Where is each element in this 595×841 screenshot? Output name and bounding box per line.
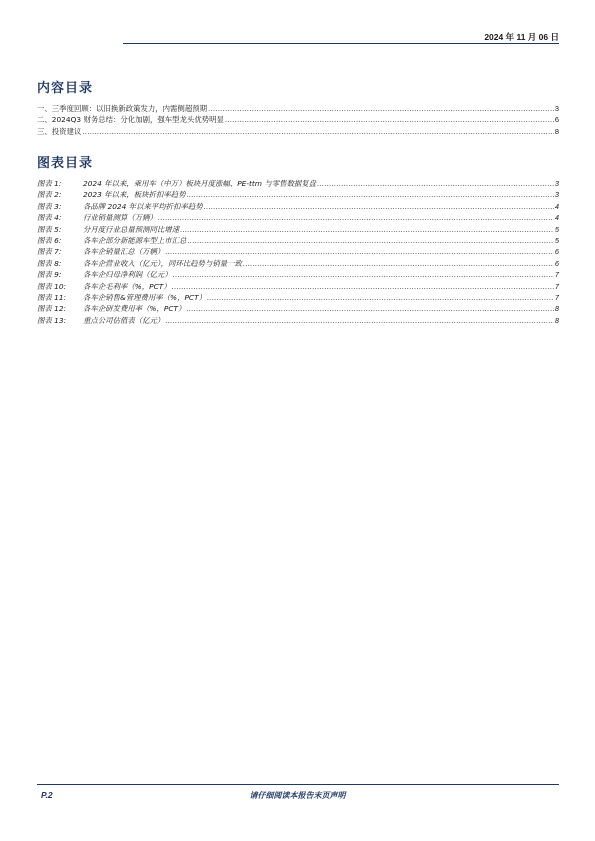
toc-entry[interactable] [37, 114, 559, 125]
figures-title: 图表目录 [37, 156, 94, 171]
figure-entry-label: 重点公司估值表（亿元） [83, 315, 165, 325]
figure-entry-number: 图表 12: [37, 304, 67, 314]
figure-entry-page: 7 [554, 292, 559, 302]
figure-entry-text [37, 281, 171, 292]
figure-leader-dots [204, 203, 554, 211]
figure-entry[interactable] [37, 178, 559, 189]
figure-leader-dots [243, 260, 554, 268]
figure-entry-number: 图表 5: [37, 224, 62, 234]
figure-entry[interactable] [37, 212, 559, 223]
figure-entry-number: 图表 7: [37, 247, 62, 257]
figure-entry-text [37, 303, 185, 314]
figure-entry-text [37, 212, 157, 223]
figure-entry-label: 各车企毛利率（%，PCT） [83, 281, 171, 291]
figure-entry-number: 图表 8: [37, 258, 62, 268]
figure-leader-dots [165, 248, 554, 256]
figure-entry-label: 各车企营业收入（亿元），同环比趋势与销量一致 [83, 258, 242, 268]
figure-entry-label: 2023 年以来，板块折扣率趋势 [83, 190, 186, 200]
figure-entry[interactable] [37, 201, 559, 212]
figure-entry-label: 各车企归母净利润（亿元） [83, 270, 172, 280]
figure-entry-text [37, 178, 316, 189]
figure-entry-page: 7 [554, 281, 559, 291]
figure-entry-page: 5 [554, 224, 559, 234]
figure-entry[interactable] [37, 246, 559, 257]
contents-title: 内容目录 [37, 81, 94, 96]
figure-entry-number: 图表 1: [37, 179, 62, 188]
toc-entry-label: 三、投资建议 [37, 126, 82, 136]
figure-entry-label: 各车企销售&管理费用率（%，PCT） [83, 292, 206, 302]
figure-entry-text [37, 292, 206, 303]
toc-leader-dots [82, 128, 554, 136]
figure-entry-label: 各车企研发费用率（%，PCT） [83, 304, 186, 314]
figure-leader-dots [173, 271, 554, 279]
figures-list [37, 178, 559, 326]
figure-leader-dots [180, 226, 554, 234]
figure-entry-text [37, 201, 203, 212]
figure-entry-text [37, 246, 164, 257]
footer-rule [37, 784, 559, 785]
page-number: P.2 [41, 790, 53, 800]
figure-entry-label: 各车企销量汇总（万辆） [83, 247, 165, 257]
figure-leader-dots [172, 283, 554, 291]
toc-entry-page: 3 [554, 104, 559, 113]
toc-leader-dots [225, 116, 554, 124]
figure-entry-page: 8 [554, 315, 559, 325]
figure-entry[interactable] [37, 281, 559, 292]
figure-entry-number: 图表 6: [37, 235, 62, 245]
figure-entry-page: 3 [554, 190, 559, 200]
figure-entry[interactable] [37, 303, 559, 314]
figure-entry-number: 图表 4: [37, 213, 62, 223]
toc-entry[interactable] [37, 103, 559, 114]
figure-leader-dots [186, 305, 553, 313]
toc-leader-dots [208, 105, 554, 113]
figure-entry-page: 4 [554, 201, 559, 211]
figure-leader-dots [158, 214, 554, 222]
figure-entry[interactable] [37, 189, 559, 200]
figure-entry-label: 行业销量测算（万辆） [83, 213, 157, 223]
figure-leader-dots [165, 317, 554, 325]
header-rule [123, 43, 559, 44]
figure-entry[interactable] [37, 269, 559, 280]
figure-entry-label: 分月度行业总量预测同比增速 [83, 224, 180, 234]
figure-entry[interactable] [37, 224, 559, 235]
contents-list [37, 103, 559, 137]
figure-leader-dots [186, 191, 553, 199]
figure-leader-dots [207, 294, 554, 302]
figure-entry-number: 图表 13: [37, 315, 67, 325]
figure-entry-page: 6 [554, 247, 559, 257]
figure-entry-text [37, 258, 242, 269]
figure-entry[interactable] [37, 258, 559, 269]
toc-entry-page: 6 [554, 115, 559, 125]
figure-entry-label: 各车企部分新能源车型上市汇总 [83, 235, 187, 245]
figure-leader-dots [317, 180, 554, 188]
toc-entry-page: 8 [554, 126, 559, 136]
figure-entry-text [37, 224, 179, 235]
figure-entry-text [37, 269, 172, 280]
figure-entry-label: 各品牌 2024 年以来平均折扣率趋势 [83, 201, 203, 211]
figure-entry-page: 8 [554, 304, 559, 314]
figure-entry-text [37, 315, 164, 326]
report-date: 2024 年 11 月 06 日 [484, 32, 559, 42]
toc-entry[interactable] [37, 126, 559, 137]
figure-leader-dots [187, 237, 553, 245]
figure-entry-number: 图表 2: [37, 190, 62, 200]
figure-entry-page: 4 [554, 213, 559, 223]
figure-entry-number: 图表 10: [37, 281, 67, 291]
figure-entry-number: 图表 3: [37, 201, 62, 211]
toc-entry-label: 一、三季度回顾：以旧换新政策发力，内需侧超预期 [37, 104, 207, 113]
figure-entry-page: 3 [554, 179, 559, 188]
figure-entry-text [37, 189, 185, 200]
figure-entry[interactable] [37, 235, 559, 246]
figure-entry-label: 2024 年以来，乘用车（中万）板块月度涨幅、PE-ttm 与零售数据复盘 [83, 179, 317, 188]
figure-entry-page: 5 [554, 235, 559, 245]
figure-entry-number: 图表 11: [37, 292, 67, 302]
figure-entry-number: 图表 9: [37, 270, 62, 280]
figure-entry[interactable] [37, 315, 559, 326]
toc-entry-label: 二、2024Q3 财务总结：分化加剧，强车型龙头优势明显 [37, 115, 224, 125]
figure-entry-page: 7 [554, 270, 559, 280]
footer-disclaimer: 请仔细阅读本报告末页声明 [249, 791, 346, 800]
figure-entry[interactable] [37, 292, 559, 303]
figure-entry-text [37, 235, 186, 246]
figure-entry-page: 6 [554, 258, 559, 268]
